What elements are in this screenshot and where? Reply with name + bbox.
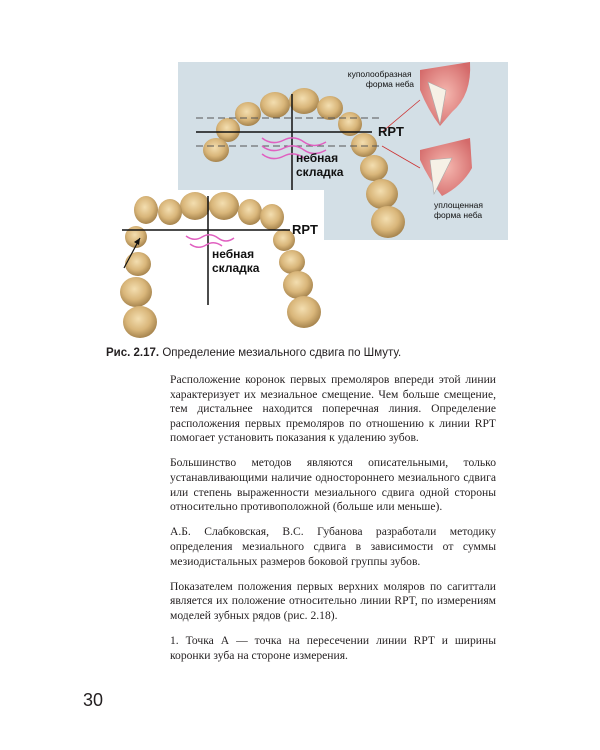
rpt-label-front: RPT — [292, 222, 318, 237]
figure-caption-text: Определение мезиального сдвига по Шмуту. — [162, 347, 402, 359]
paragraph: 1. Точка А — точка на пересечении линии RPT и ширины коронки зуба на стороне измерения. — [170, 633, 496, 662]
body-text — [170, 373, 496, 674]
rpt-label-top: RPT — [378, 124, 404, 139]
paragraph: А.Б. Слабковская, В.С. Губанова разработали методику определения мезиального сдвига в зависимости от суммы мезиодистальных размеров боковой группы зубов. — [170, 525, 496, 568]
palatal-fold-label-front: небная складка — [212, 247, 260, 275]
page-number: 30 — [83, 690, 104, 710]
paragraph: Большинство методов являются описательными, только устанавливающими наличие одностороннего мезиального сдвига или степень выраженности мезиального сдвига одной стороны относительно противоположной (больше или меньше). — [170, 456, 496, 514]
palatal-fold-label-top: небная складка — [296, 151, 344, 179]
paragraph: Показателем положения первых верхних моляров по сагиттали является их положение относительно линии RPT, по измерениям моделей зубных рядов (рис. 2.18). — [170, 579, 496, 622]
figure-mesial-shift — [0, 0, 600, 345]
figure-caption — [106, 347, 526, 359]
dome-palate-label: куполообразная форма неба — [347, 69, 414, 89]
figure-caption-number: Рис. 2.17. — [106, 347, 160, 359]
paragraph: Расположение коронок первых премоляров впереди этой линии характеризует их мезиальное смещение. Чем больше смещение, тем дистальнее находится поперечная линия. Определение расположения первых премоляров по отношению к линии RPT помогает установить показания к удалению зубов. — [170, 373, 496, 445]
flat-palate-label: уплощенная форма неба — [434, 200, 483, 220]
